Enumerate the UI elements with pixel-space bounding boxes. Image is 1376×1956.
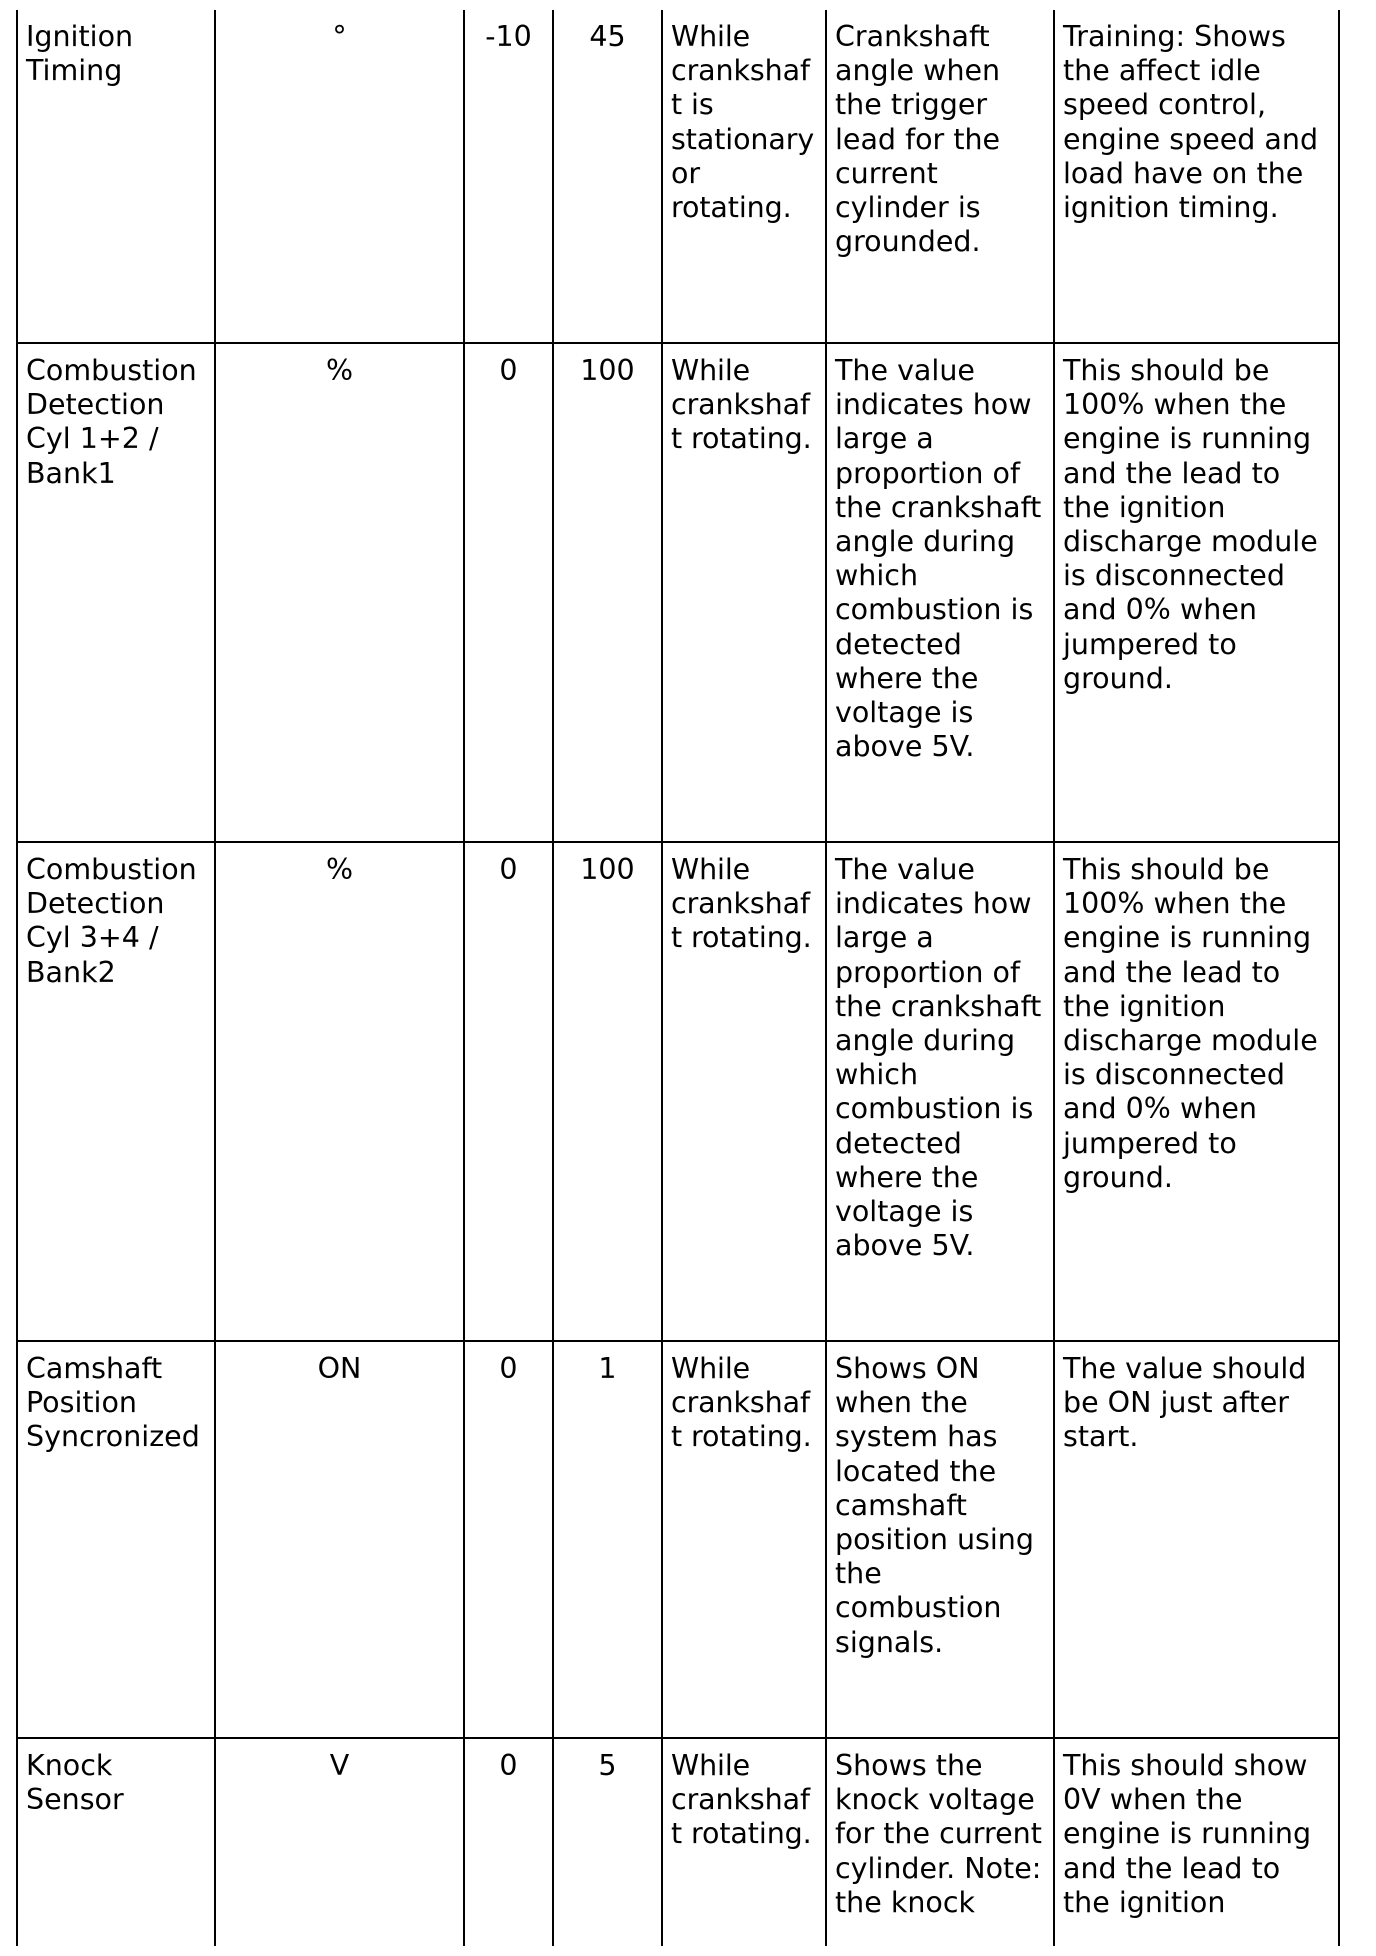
parameter-description: Shows ON when the system has located the camshaft position using the combustion signals. <box>826 1341 1054 1738</box>
parameter-unit: V <box>215 1738 464 1946</box>
parameter-condition: While crankshaft rotating. <box>662 842 826 1341</box>
parameter-max: 100 <box>553 343 662 842</box>
parameter-condition: While crankshaft rotating. <box>662 1738 826 1946</box>
parameter-table <box>16 10 1340 1946</box>
parameter-name: Ignition Timing <box>17 10 215 343</box>
parameter-note: This should be 100% when the engine is running and the lead to the ignition discharge module is disconnected and 0% when jumpered to ground. <box>1054 842 1339 1341</box>
table-row <box>17 343 1339 842</box>
table-row <box>17 10 1339 343</box>
parameter-unit: ON <box>215 1341 464 1738</box>
parameter-min: 0 <box>464 1738 553 1946</box>
parameter-unit: ° <box>215 10 464 343</box>
table-row <box>17 1341 1339 1738</box>
parameter-name: Combustion Detection Cyl 3+4 / Bank2 <box>17 842 215 1341</box>
table-row <box>17 842 1339 1341</box>
parameter-name: Knock Sensor <box>17 1738 215 1946</box>
parameter-description: The value indicates how large a proportion of the crankshaft angle during which combustion is detected where the voltage is above 5V. <box>826 842 1054 1341</box>
parameter-description: The value indicates how large a proportion of the crankshaft angle during which combustion is detected where the voltage is above 5V. <box>826 343 1054 842</box>
parameter-max: 1 <box>553 1341 662 1738</box>
parameter-name: Combustion Detection Cyl 1+2 / Bank1 <box>17 343 215 842</box>
parameter-note: The value should be ON just after start. <box>1054 1341 1339 1738</box>
parameter-condition: While crankshaft rotating. <box>662 1341 826 1738</box>
parameter-description: Shows the knock voltage for the current cylinder. Note: the knock <box>826 1738 1054 1946</box>
parameter-description: Crankshaft angle when the trigger lead for the current cylinder is grounded. <box>826 10 1054 343</box>
parameter-note: Training: Shows the affect idle speed control, engine speed and load have on the ignition timing. <box>1054 10 1339 343</box>
parameter-unit: % <box>215 842 464 1341</box>
parameter-min: -10 <box>464 10 553 343</box>
parameter-condition: While crankshaft is stationary or rotating. <box>662 10 826 343</box>
parameter-max: 45 <box>553 10 662 343</box>
parameter-max: 5 <box>553 1738 662 1946</box>
parameter-unit: % <box>215 343 464 842</box>
parameter-note: This should show 0V when the engine is running and the lead to the ignition <box>1054 1738 1339 1946</box>
parameter-max: 100 <box>553 842 662 1341</box>
parameter-note: This should be 100% when the engine is running and the lead to the ignition discharge module is disconnected and 0% when jumpered to ground. <box>1054 343 1339 842</box>
parameter-name: Camshaft Position Syncronized <box>17 1341 215 1738</box>
parameter-min: 0 <box>464 842 553 1341</box>
parameter-min: 0 <box>464 1341 553 1738</box>
table-row <box>17 1738 1339 1946</box>
parameter-min: 0 <box>464 343 553 842</box>
parameter-condition: While crankshaft rotating. <box>662 343 826 842</box>
